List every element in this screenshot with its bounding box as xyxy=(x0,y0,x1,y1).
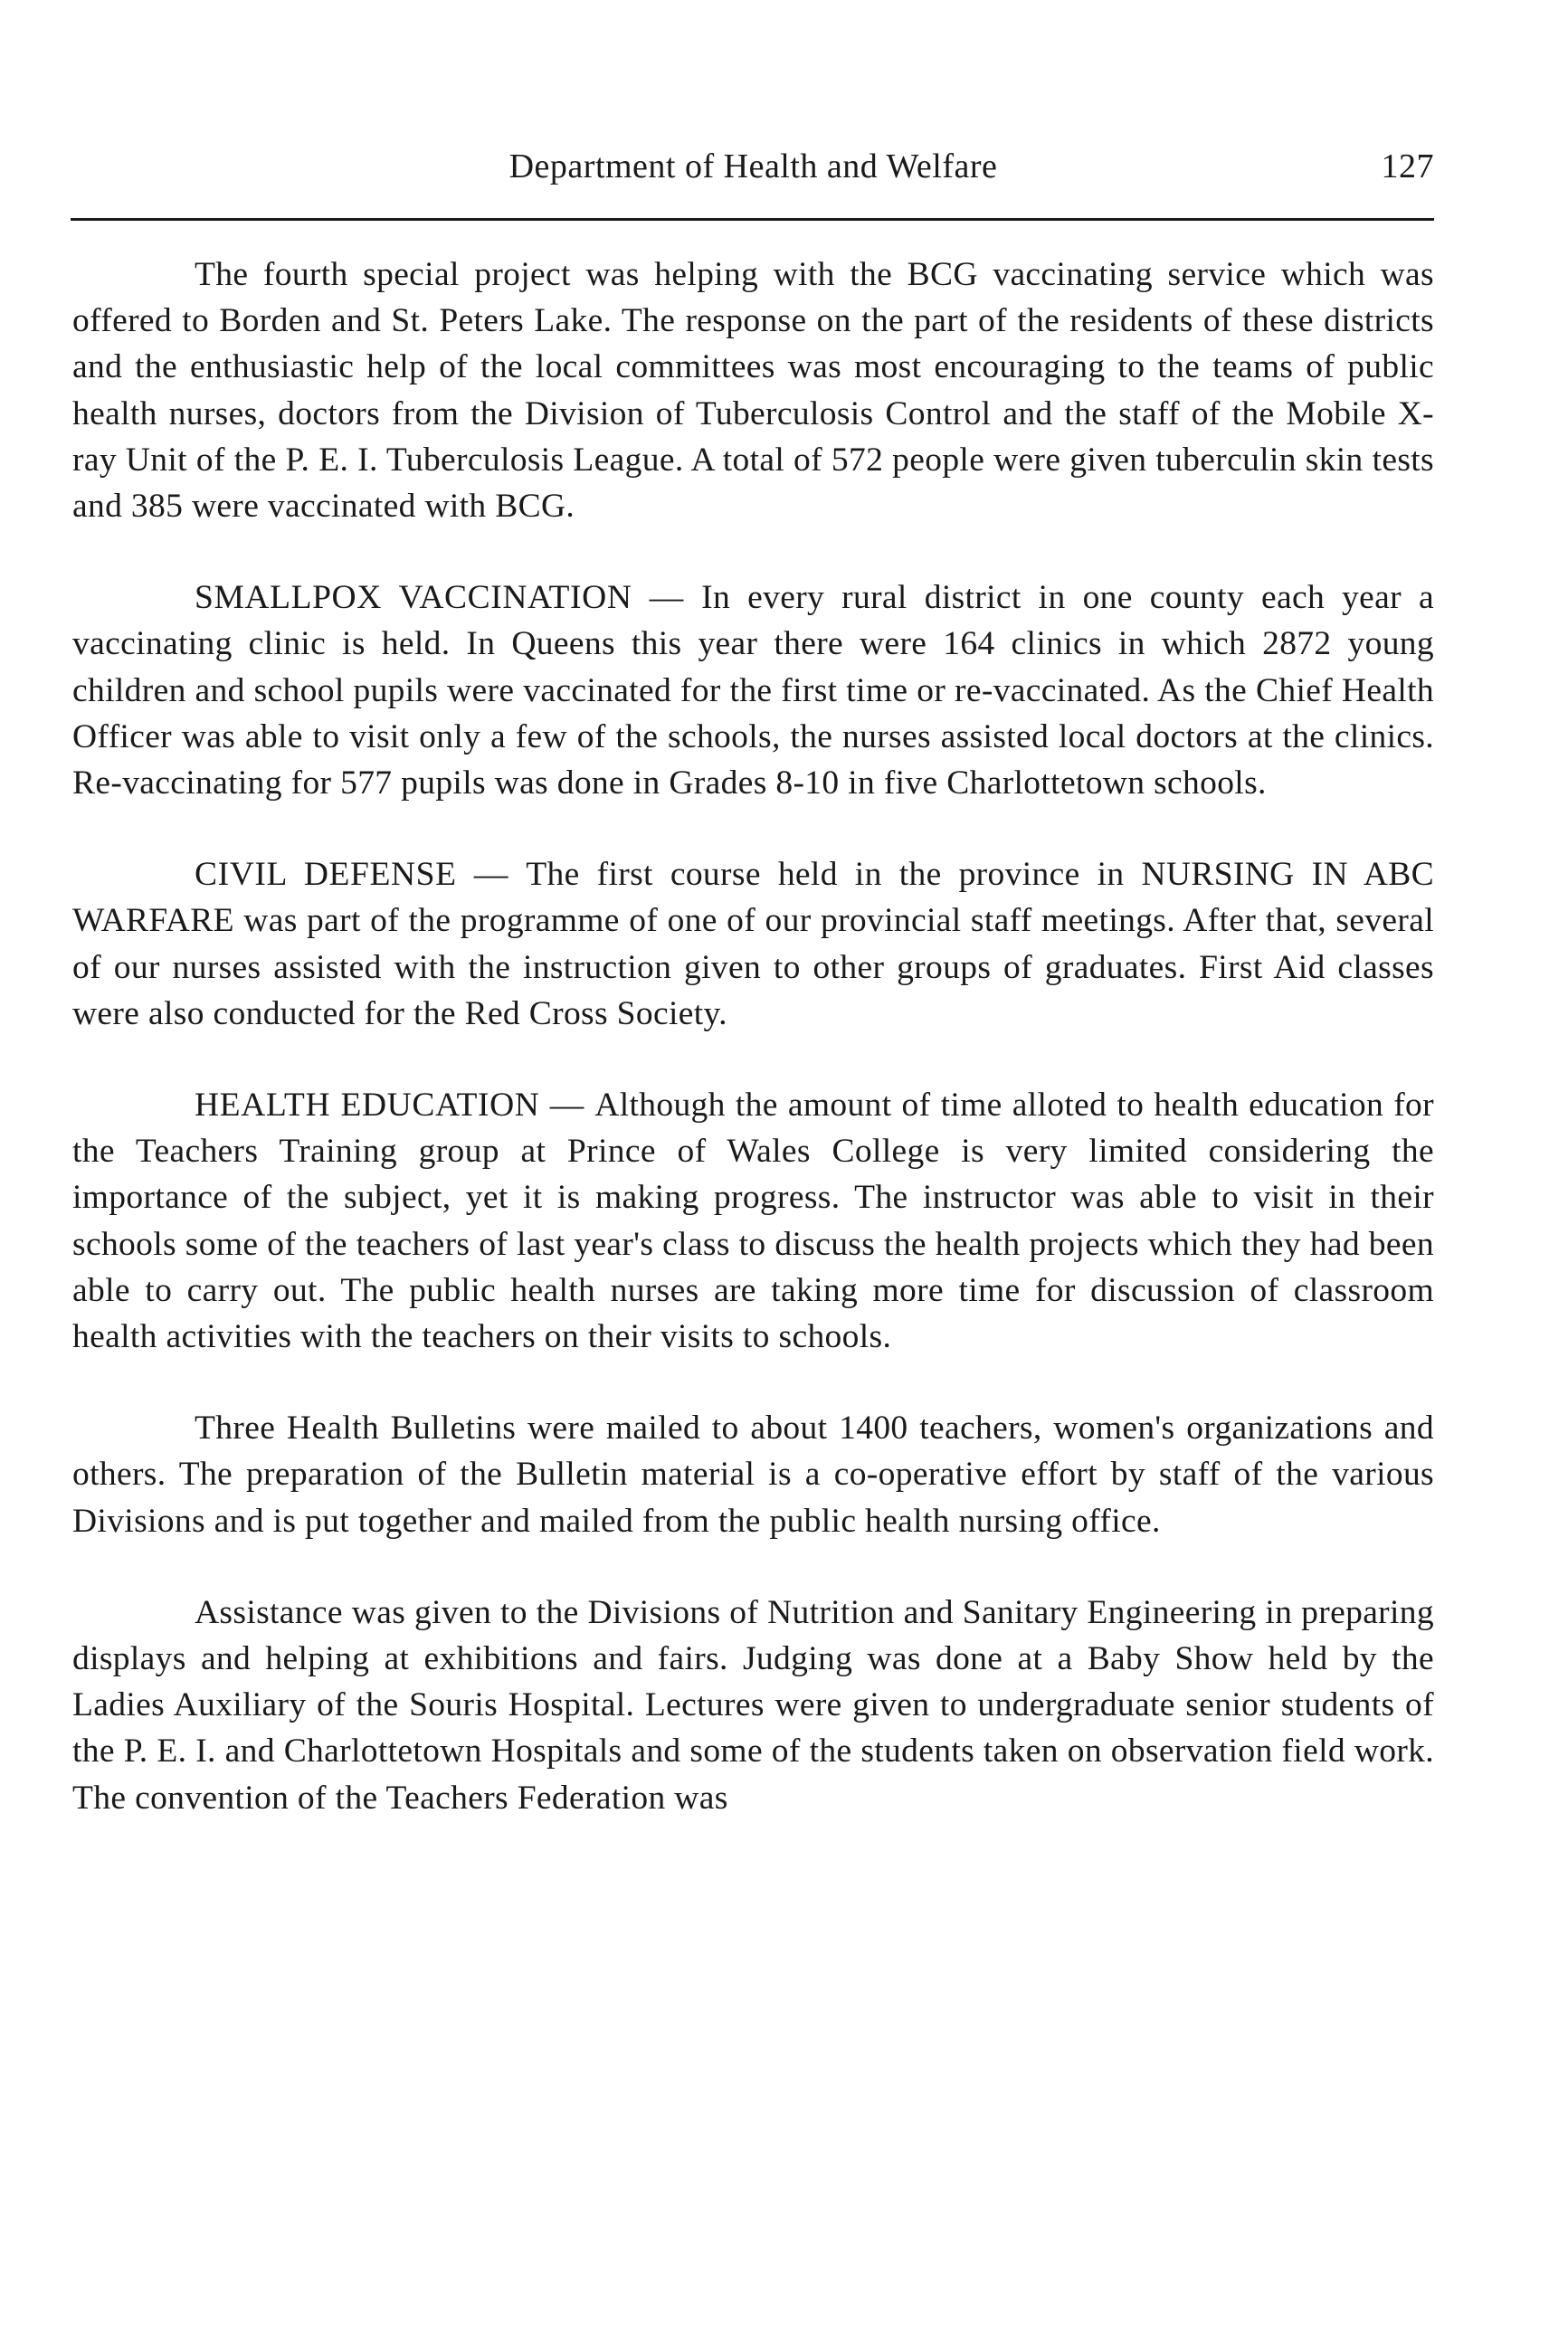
running-title: Department of Health and Welfare xyxy=(508,147,998,185)
paragraph-health-education xyxy=(72,1082,1434,1360)
paragraph-text: Assistance was given to the Divisions of Nutrition and Sanitary Engineering in preparing displays and helping at exhibitions and fairs. Judging was done at a Baby Show held by the Ladies Auxiliary of the Souris Hospital. Lectures were given to undergraduate senior students of the P. E. I. and Charlottetown Hospitals and some of the students taken on observation field work. The convention of the Teachers Federation was xyxy=(72,1593,1434,1817)
section-lead: HEALTH EDUCATION — xyxy=(195,1087,595,1125)
header-rule xyxy=(71,218,1434,221)
page-number: 127 xyxy=(1381,147,1434,185)
body-text xyxy=(72,252,1434,1821)
section-lead: SMALLPOX VACCINATION — xyxy=(195,579,702,617)
section-lead: CIVIL DEFENSE — xyxy=(195,856,527,894)
paragraph-text: The first course held in the province in NURSING IN ABC WARFARE was part of the programme of one of our provincial staff meetings. After that, several of our nurses assisted with the instruction given to other groups of graduates. First Aid classes were also conducted for the Red Cross Society. xyxy=(72,856,1435,1032)
paragraph-assistance xyxy=(72,1590,1434,1821)
paragraph-smallpox-vaccination xyxy=(72,574,1434,806)
paragraph-text: The fourth special project was helping with the BCG vaccinating service which was offered to Borden and St. Peters Lake. The response on the part of the residents of these districts and the enthusiastic help of the local committees was most encouraging to the teams of public health nurses, doctors from the Division of Tuberculosis Control and the staff of the Mobile X-ray Unit of the P. E. I. Tuberculosis League. A total of 572 people were given tuberculin skin tests and 385 were vaccinated with BCG. xyxy=(72,256,1434,526)
paragraph-health-bulletins xyxy=(72,1405,1434,1544)
paragraph-text: Although the amount of time alloted to health education for the Teachers Training group at Prince of Wales College is very limited considering the importance of the subject, yet it is making progress. The instructor was able to visit in their schools some of the teachers of last year's class to discuss the health projects which they had been able to carry out. The public health nurses are taking more time for discussion of classroom health activities with the teachers on their visits to schools. xyxy=(72,1087,1434,1356)
paragraph-bcg-project xyxy=(72,252,1434,529)
paragraph-civil-defense xyxy=(72,851,1434,1037)
paragraph-text: In every rural district in one county each year a vaccinating clinic is held. In Queens this year there were 164 clinics in which 2872 young children and school pupils were vaccinated for the first time or re-vaccinated. As the Chief Health Officer was able to visit only a few of the schools, the nurses assisted local doctors at the clinics. Re-vaccinating for 577 pupils was done in Grades 8-10 in five Charlottetown schools. xyxy=(72,579,1435,802)
running-header xyxy=(72,147,1434,201)
paragraph-text: Three Health Bulletins were mailed to about 1400 teachers, women's organizations and others. The preparation of the Bulletin material is a co-operative effort by staff of the various Divisions and is put together and mailed from the public health nursing office. xyxy=(72,1410,1434,1540)
